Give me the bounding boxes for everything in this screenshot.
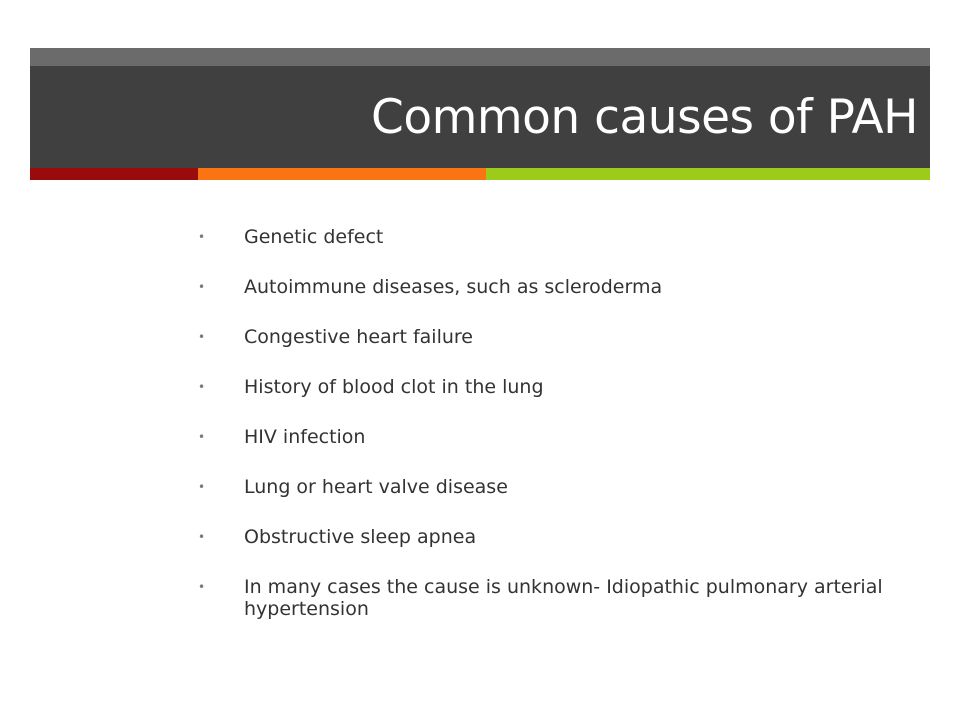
bullet-item	[196, 326, 886, 348]
bullet-item	[196, 426, 886, 448]
bullet-list	[196, 226, 886, 648]
bullet-icon: •	[198, 430, 206, 444]
bullet-item	[196, 226, 886, 248]
title-header-band	[30, 66, 930, 168]
accent-segment-red	[30, 168, 198, 180]
bullet-item	[196, 376, 886, 398]
bullet-text: Congestive heart failure	[244, 326, 473, 348]
bullet-icon: •	[198, 280, 206, 294]
bullet-icon: •	[198, 230, 206, 244]
bullet-icon: •	[198, 580, 206, 594]
bullet-text: Genetic defect	[244, 226, 384, 248]
bullet-icon: •	[198, 530, 206, 544]
bullet-item	[196, 476, 886, 498]
bullet-item	[196, 526, 886, 548]
bullet-text: Autoimmune diseases, such as scleroderma	[244, 276, 663, 298]
accent-color-bar	[30, 168, 930, 180]
bullet-item	[196, 276, 886, 298]
bullet-text: Obstructive sleep apnea	[244, 526, 477, 548]
bullet-text: HIV infection	[244, 426, 366, 448]
bullet-icon: •	[198, 380, 206, 394]
bullet-item	[196, 576, 886, 620]
accent-segment-orange	[198, 168, 486, 180]
slide-title: Common causes of PAH	[371, 90, 918, 145]
bullet-text: History of blood clot in the lung	[244, 376, 544, 398]
bullet-icon: •	[198, 330, 206, 344]
bullet-text: Lung or heart valve disease	[244, 476, 508, 498]
header-top-strip	[30, 48, 930, 66]
accent-segment-green	[486, 168, 930, 180]
bullet-icon: •	[198, 480, 206, 494]
bullet-text: In many cases the cause is unknown- Idiopathic pulmonary arterial hypertension	[244, 576, 883, 620]
